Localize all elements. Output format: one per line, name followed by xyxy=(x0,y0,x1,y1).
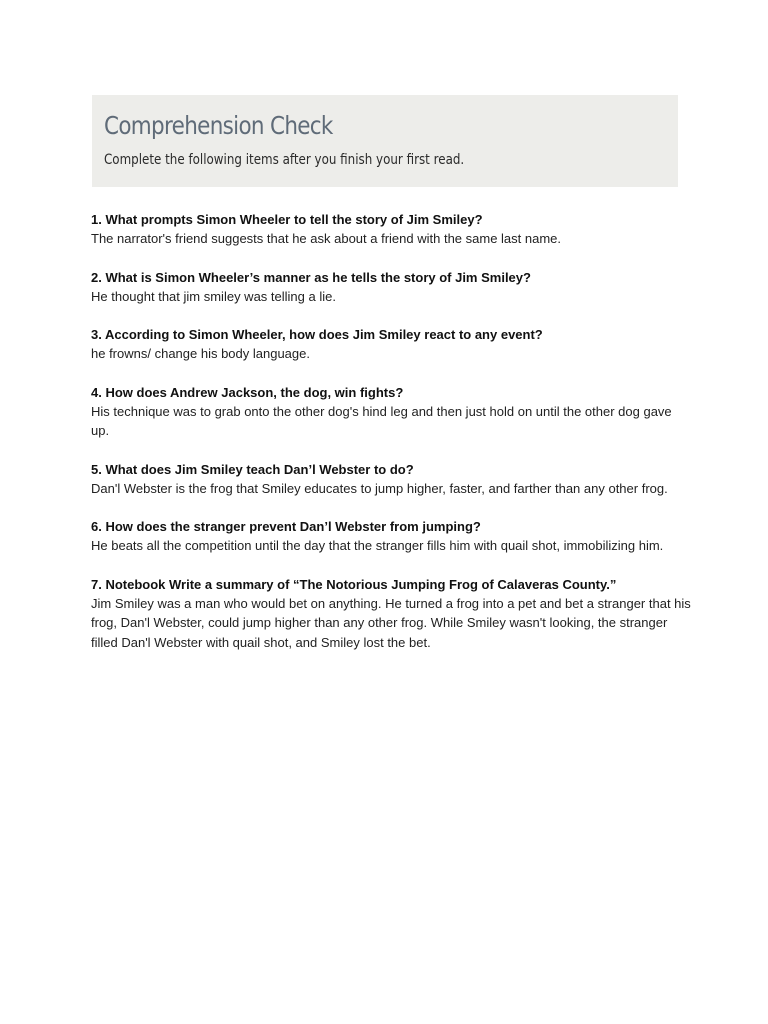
answer-text: Jim Smiley was a man who would bet on anything. He turned a frog into a pet and bet a stranger that his frog, Dan'l Webster, could jump higher than any other frog. While Smiley wasn't looking, the stranger filled Dan'l Webster with quail shot, and Smiley lost the bet. xyxy=(91,595,691,650)
answer-text: he frowns/ change his body language. xyxy=(91,346,310,361)
page-title: Comprehension Check xyxy=(104,111,333,140)
answer-text: He beats all the competition until the day that the stranger fills him with quail shot, immobilizing him. xyxy=(91,538,664,553)
answer-text: The narrator's friend suggests that he ask about a friend with the same last name. xyxy=(91,231,562,246)
question-text: 7. Notebook Write a summary of “The Notorious Jumping Frog of Calaveras County.” xyxy=(91,576,617,592)
question-item-3 xyxy=(91,325,691,364)
question-item-1 xyxy=(91,210,691,249)
question-text: 5. What does Jim Smiley teach Dan’l Webster to do? xyxy=(91,461,414,477)
comprehension-check-header xyxy=(92,95,678,187)
answer-text: His technique was to grab onto the other dog's hind leg and then just hold on until the other dog gave up. xyxy=(91,403,672,438)
question-item-4 xyxy=(91,383,691,441)
question-item-2 xyxy=(91,268,691,307)
question-text: 2. What is Simon Wheeler’s manner as he tells the story of Jim Smiley? xyxy=(91,269,531,285)
question-text: 3. According to Simon Wheeler, how does Jim Smiley react to any event? xyxy=(91,327,543,342)
question-item-5 xyxy=(91,460,691,499)
instructions-text: Complete the following items after you finish your first read. xyxy=(104,152,465,168)
question-item-7 xyxy=(91,575,691,653)
question-text: 1. What prompts Simon Wheeler to tell the story of Jim Smiley? xyxy=(91,212,483,227)
answer-text: Dan'l Webster is the frog that Smiley educates to jump higher, faster, and farther than any other frog. xyxy=(91,480,668,496)
question-text: 6. How does the stranger prevent Dan’l Webster from jumping? xyxy=(91,519,481,534)
question-text: 4. How does Andrew Jackson, the dog, win fights? xyxy=(91,384,404,400)
answer-text: He thought that jim smiley was telling a lie. xyxy=(91,288,336,304)
question-item-6 xyxy=(91,517,691,556)
question-list xyxy=(91,210,691,671)
